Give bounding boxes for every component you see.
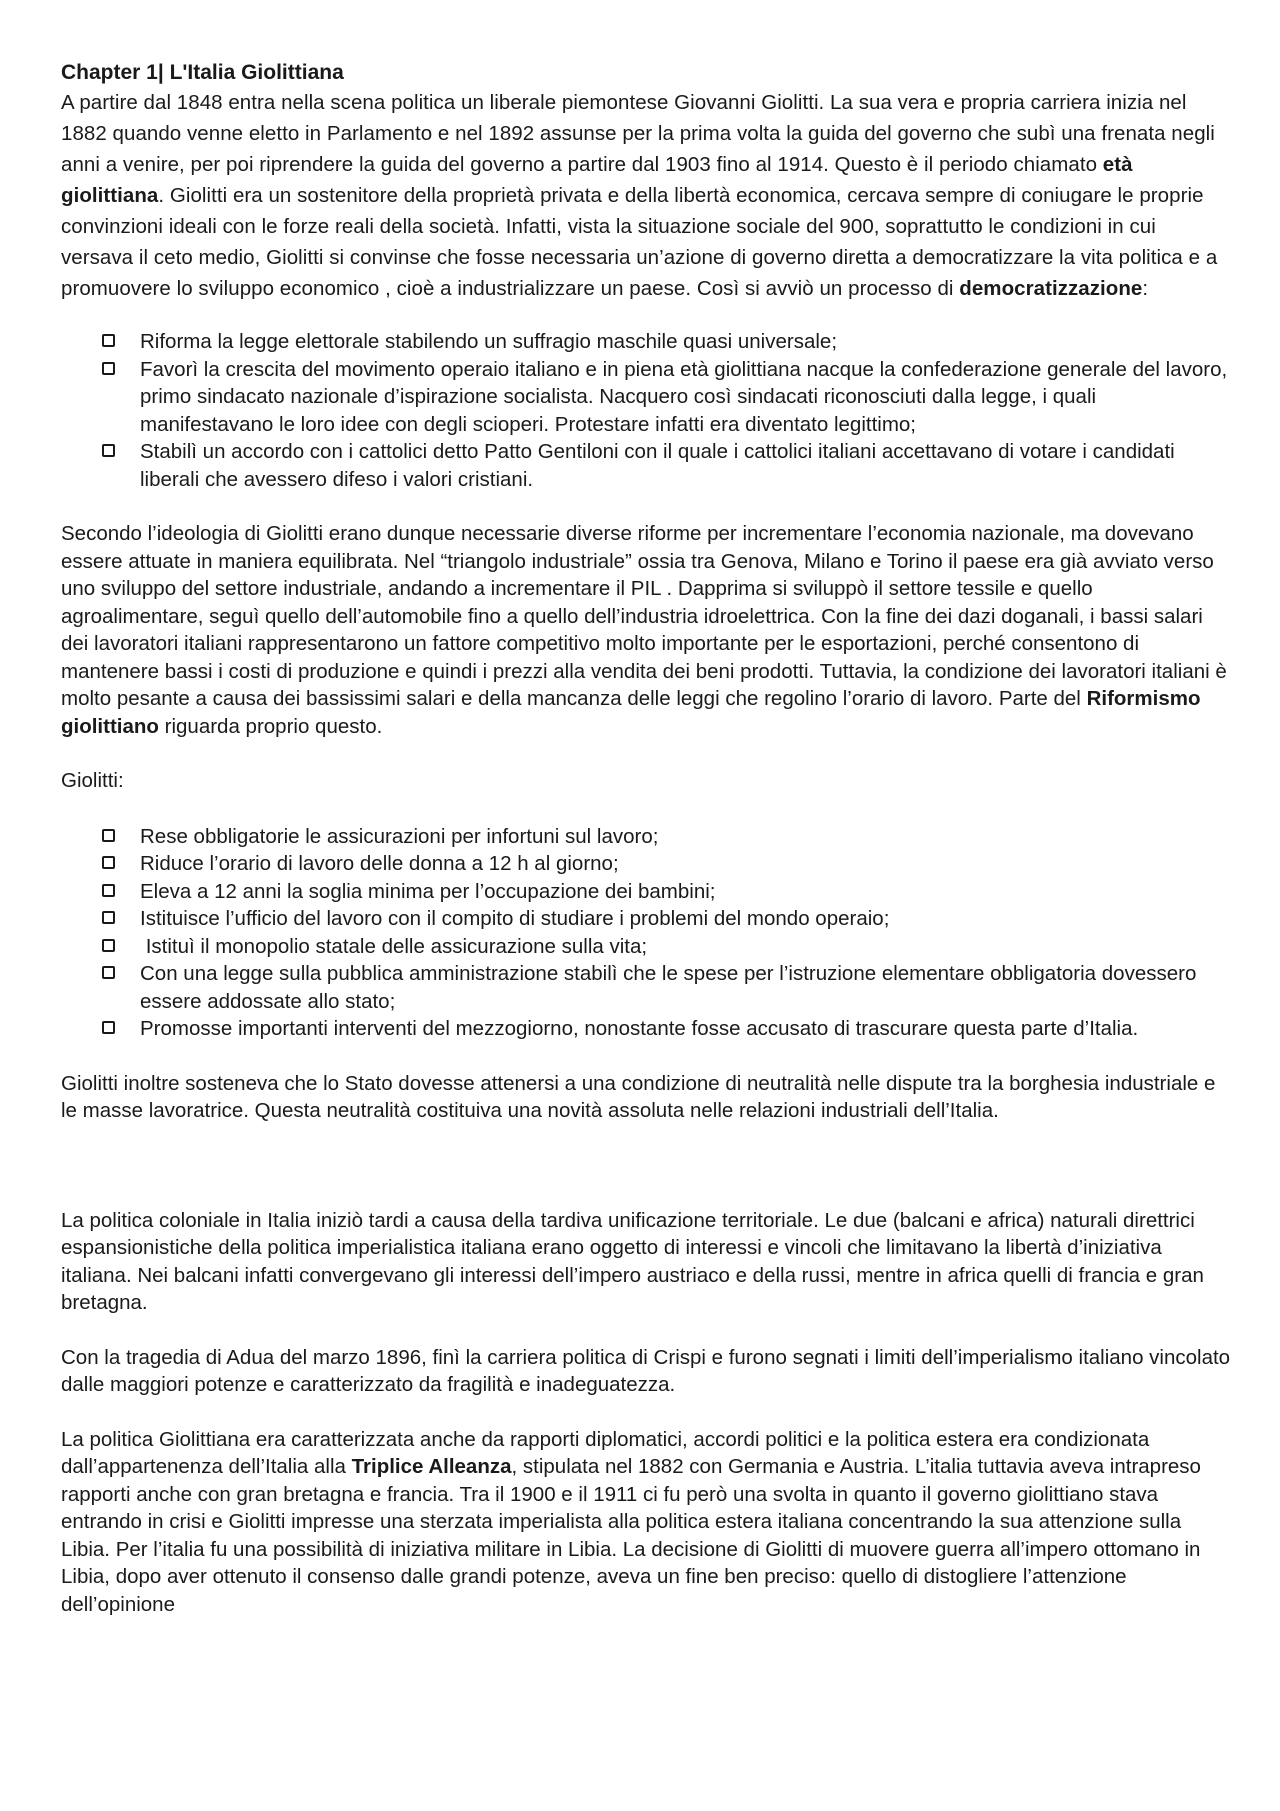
list-item: Riforma la legge elettorale stabilendo un suffragio maschile quasi universale; <box>101 328 1231 356</box>
reforms-list <box>61 823 1231 1043</box>
list-item: Eleva a 12 anni la soglia minima per l’occupazione dei bambini; <box>101 878 1231 906</box>
foreign-text-1: La politica Giolittiana era caratterizzata anche da rapporti diplomatici, accordi politici e la politica estera era condizionata dall’appartenenza dell’Italia alla <box>61 1427 1150 1478</box>
checkbox-icon <box>102 1021 115 1034</box>
list-item: Istituisce l’ufficio del lavoro con il compito di studiare i problemi del mondo operaio; <box>101 905 1231 933</box>
document-page <box>61 58 1231 1618</box>
checkbox-icon <box>102 856 115 869</box>
foreign-bold-triplice-alleanza: Triplice Alleanza <box>351 1455 512 1478</box>
foreign-policy-paragraph <box>61 1426 1231 1619</box>
intro-paragraph <box>61 87 1231 304</box>
list-item: Favorì la crescita del movimento operaio italiano e in piena età giolittiana nacque la confederazione generale del lavoro, primo sindacato nazionale d’ispirazione socialista. Nacquero così sindacati riconosciuti dalla legge, i quali manifestavano le loro idee con degli scioperi. Protestare infatti era diventato legittimo; <box>101 356 1231 439</box>
chapter-title: Chapter 1| L'Italia Giolittiana <box>61 61 344 84</box>
list-item: Promosse importanti interventi del mezzogiorno, nonostante fosse accusato di trascurare questa parte d’Italia. <box>101 1015 1231 1043</box>
checkbox-icon <box>102 829 115 842</box>
checkbox-icon <box>102 884 115 897</box>
intro-bold-democratizzazione: democratizzazione <box>959 277 1143 300</box>
ideology-text-2: riguarda proprio questo. <box>158 714 383 738</box>
list-item: Rese obbligatorie le assicurazioni per infortuni sul lavoro; <box>101 823 1231 851</box>
adua-paragraph: Con la tragedia di Adua del marzo 1896, finì la carriera politica di Crispi e furono segnati i limiti dell’imperialismo italiano vincolato dalle maggiori potenze e caratterizzato da fragilità e inadeguatezza. <box>61 1345 1231 1396</box>
ideology-text-1: Secondo l’ideologia di Giolitti erano dunque necessarie diverse riforme per incrementare l’economia nazionale, ma dovevano essere attuate in maniera equilibrata. Nel “triangolo industriale” ossia tra Genova, Milano e Torino il paese era già avviato verso uno sviluppo del settore industriale, andando a incrementare il PIL . Dapprima si sviluppò il settore tessile e quello agroalimentare, seguì quello dell’automobile fino a quello dell’industria idroelettrica. Con la fine dei dazi doganali, i bassi salari dei lavoratori italiani rappresentarono un fattore competitivo molto importante per le esportazioni, perché consentono di mantenere bassi i costi di produzione e quindi i prezzi alla vendita dei beni prodotti. Tuttavia, la condizione dei lavoratori italiani è molto pesante a causa dei bassissimi salari e della mancanza delle leggi che regolino l’orario di lavoro. Parte del <box>61 522 1227 710</box>
list-item: Con una legge sulla pubblica amministrazione stabilì che le spese per l’istruzione elementare obbligatoria dovessero essere addossate allo stato; <box>101 960 1231 1015</box>
checkbox-icon <box>102 334 115 347</box>
list-item: Stabilì un accordo con i cattolici detto Patto Gentiloni con il quale i cattolici italiani accettavano di votare i candidati liberali che avessero difeso i valori cristiani. <box>101 438 1231 493</box>
intro-text-2: . Giolitti era un sostenitore della proprietà privata e della libertà economica, cercava sempre di coniugare le proprie convinzioni ideali con le forze reali della società. Infatti, vista la situazione sociale del 900, soprattutto le condizioni in cui versava il ceto medio, Giolitti si convinse che fosse necessaria un’azione di governo diretta a democratizzare la vita politica e a promuovere lo sviluppo economico , cioè a industrializzare un paese. Così si avviò un processo di <box>61 184 1218 300</box>
foreign-text-2: , stipulata nel 1882 con Germania e Austria. L’italia tuttavia aveva intrapreso rapporti anche con gran bretagna e francia. Tra il 1900 e il 1911 ci fu però una svolta in quanto il governo giolittiano stava entrando in crisi e Giolitti impresse una sterzata imperialista alla politica estera italiana concentrando la sua attenzione sulla Libia. Per l’italia fu una possibilità di iniziativa militare in Libia. La decisione di Giolitti di muovere guerra all’impero ottomano in Libia, dopo aver ottenuto il consenso dalle grandi potenze, aveva un fine ben preciso: quello di distogliere l’attenzione dell’opinione <box>61 1455 1201 1616</box>
ideology-paragraph <box>61 520 1231 740</box>
giolitti-label: Giolitti: <box>61 769 124 792</box>
checkbox-icon <box>102 939 115 952</box>
checkbox-icon <box>102 966 115 979</box>
intro-text-3: : <box>1142 277 1149 300</box>
neutrality-paragraph: Giolitti inoltre sosteneva che lo Stato dovesse attenersi a una condizione di neutralità nelle dispute tra la borghesia industriale e le masse lavoratrice. Questa neutralità costituiva una novità assoluta nelle relazioni industriali dell’Italia. <box>61 1071 1216 1122</box>
checkbox-icon <box>102 444 115 457</box>
intro-text-1: A partire dal 1848 entra nella scena politica un liberale piemontese Giovanni Giolitti. La sua vera e propria carriera inizia nel 1882 quando venne eletto in Parlamento e nel 1892 assunse per la prima volta la guida del governo che subì una frenata negli anni a venire, per poi riprendere la guida del governo a partire dal 1903 fino al 1914. Questo è il periodo chiamato <box>61 91 1215 176</box>
checkbox-icon <box>102 911 115 924</box>
list-item: Riduce l’orario di lavoro delle donna a 12 h al giorno; <box>101 850 1231 878</box>
democratization-list <box>61 328 1231 493</box>
intro-bold-eta-giolittiana: età giolittiana <box>61 153 1133 207</box>
checkbox-icon <box>102 362 115 375</box>
ideology-bold-riformismo: Riformismo giolittiano <box>61 687 1201 738</box>
colonial-paragraph: La politica coloniale in Italia iniziò tardi a causa della tardiva unificazione territoriale. Le due (balcani e africa) naturali direttrici espansionistiche della politica imperialistica italiana erano oggetto di interessi e vincoli che limitavano la libertà d’iniziativa italiana. Nei balcani infatti convergevano gli interessi dell’impero austriaco e della russi, mentre in africa quelli di francia e gran bretagna. <box>61 1208 1204 1314</box>
list-item: Istituì il monopolio statale delle assicurazione sulla vita; <box>101 933 1231 961</box>
